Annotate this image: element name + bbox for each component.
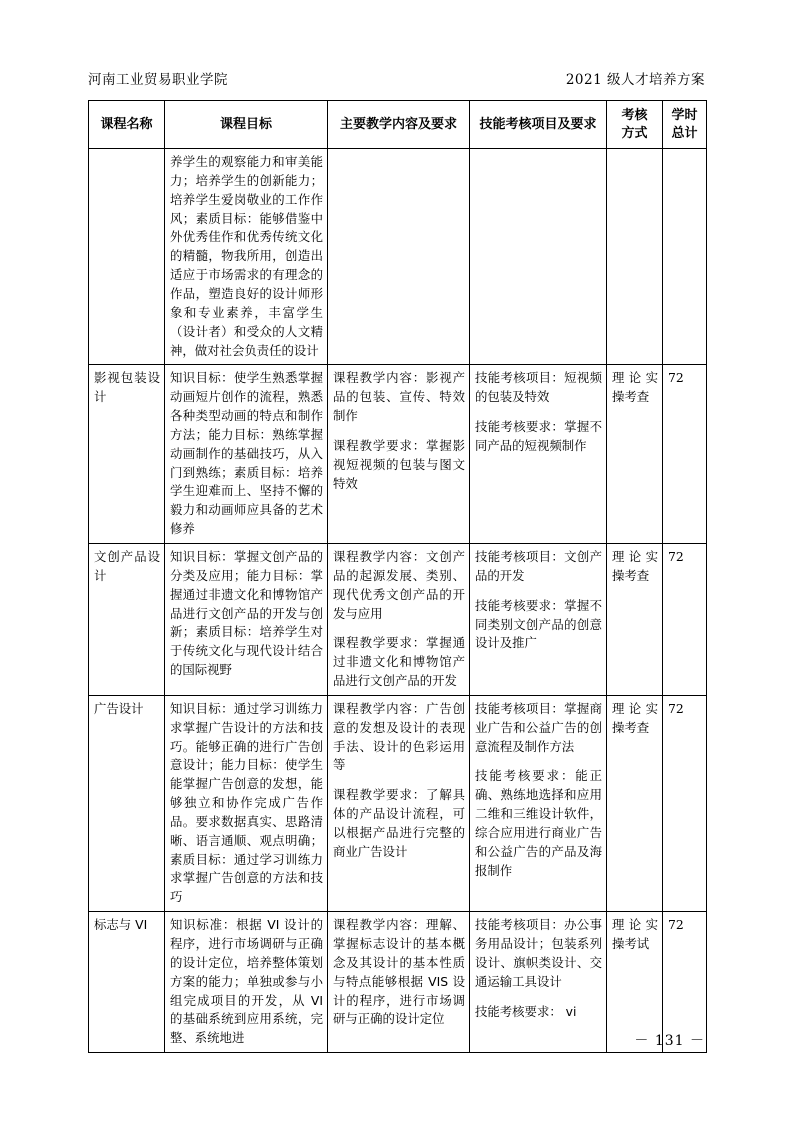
cell-teaching-content bbox=[328, 365, 470, 544]
assessment-mode-line1: 考核 bbox=[621, 108, 648, 123]
cell-total-hours: 72 bbox=[663, 543, 707, 695]
cell-total-hours: 72 bbox=[663, 912, 707, 1053]
cell-skill-assessment bbox=[470, 912, 607, 1053]
teaching-content-part: 课程教学内容：广告创意的发想及设计的表现手法、设计的色彩运用等 bbox=[333, 700, 465, 773]
teaching-content-part: 课程教学内容：文创产品的起源发展、类别、现代优秀文创产品的开发与应用 bbox=[333, 548, 465, 621]
cell-skill-assessment bbox=[470, 365, 607, 544]
cell-course-name bbox=[89, 149, 165, 365]
cell-total-hours: 72 bbox=[663, 365, 707, 544]
cell-course-goal: 知识标准：根据 VI 设计的程序，进行市场调研与正确的设计定位，培养整体策划方案的能力；单独或参与小组完成项目的开发，从 VI 的基础系统到应用系统，完整、系统地进 bbox=[165, 912, 328, 1053]
skill-assessment-part: 技能考核要求：掌握不同产品的短视频制作 bbox=[475, 419, 602, 453]
col-header-course-name: 课程名称 bbox=[89, 101, 165, 149]
skill-assessment-part: 技能考核要求： vi bbox=[475, 1003, 577, 1019]
cell-assessment-mode: 理论实操考查 bbox=[607, 695, 663, 911]
header-institution: 河南工业贸易职业学院 bbox=[88, 72, 228, 88]
table-row bbox=[89, 365, 707, 544]
cell-course-goal: 知识目标：使学生熟悉掌握动画短片创作的流程，熟悉各种类型动画的特点和制作方法；能力目标：熟练掌握动画制作的基础技巧，从入门到熟练；素质目标：培养学生迎难而上、坚持不懈的毅力和动画师应具备的艺术修养 bbox=[165, 365, 328, 544]
cell-teaching-content bbox=[328, 695, 470, 911]
cell-teaching-content bbox=[328, 149, 470, 365]
cell-course-name: 影视包装设计 bbox=[89, 365, 165, 544]
teaching-content-part: 课程教学要求：掌握通过非遗文化和博物馆产品进行文创产品的开发 bbox=[333, 635, 465, 689]
table-row bbox=[89, 543, 707, 695]
header-document-title: 2021 级人才培养方案 bbox=[565, 72, 705, 88]
cell-teaching-content bbox=[328, 543, 470, 695]
total-hours-line2: 总计 bbox=[671, 125, 698, 141]
teaching-content-part: 课程教学内容：影视产品的包装、宣传、特效制作 bbox=[333, 370, 465, 424]
skill-assessment-part: 技能考核项目：掌握商业广告和公益广告的创意流程及制作方法 bbox=[475, 700, 602, 754]
col-header-teaching-content: 主要教学内容及要求 bbox=[328, 101, 470, 149]
cell-assessment-mode: 理论实操考试 bbox=[607, 912, 663, 1053]
page-number: － 131 － bbox=[634, 1033, 705, 1049]
col-header-course-goal: 课程目标 bbox=[165, 101, 328, 149]
skill-assessment-part: 技能考核项目：文创产品的开发 bbox=[475, 548, 602, 583]
cell-skill-assessment bbox=[470, 543, 607, 695]
teaching-content-part: 课程教学内容：理解、掌握标志设计的基本概念及其设计的基本性质与特点能够根据 VIS 设计的程序，进行市场调研与正确的设计定位 bbox=[333, 917, 465, 1027]
cell-assessment-mode: 理论实操考查 bbox=[607, 365, 663, 544]
table-row bbox=[89, 912, 707, 1053]
skill-assessment-part: 技能考核项目：办公事务用品设计；包装系列设计、旗帜类设计、交通运输工具设计 bbox=[475, 917, 602, 989]
cell-course-name: 标志与 VI bbox=[89, 912, 165, 1053]
cell-assessment-mode: 理论实操考查 bbox=[607, 543, 663, 695]
course-table bbox=[88, 100, 707, 1053]
assessment-mode-line2: 方式 bbox=[621, 125, 648, 141]
skill-assessment-part: 技能考核项目：短视频的包装及特效 bbox=[475, 370, 602, 405]
total-hours-line1: 学时 bbox=[671, 108, 698, 123]
cell-skill-assessment bbox=[470, 695, 607, 911]
teaching-content-part: 课程教学要求：了解具体的产品设计流程，可以根据产品进行完整的商业广告设计 bbox=[333, 787, 465, 859]
skill-assessment-part: 技能考核要求：能正确、熟练地选择和应用二维和三维设计软件，综合应用进行商业广告和公益广告的产品及海报制作 bbox=[475, 768, 602, 878]
cell-course-goal: 知识目标：通过学习训练力求掌握广告设计的方法和技巧。能够正确的进行广告创意设计；能力目标：使学生能掌握广告创意的发想，能够独立和协作完成广告作品。要求数据真实、思路清晰、语言通顺、观点明确；素质目标：通过学习训练力求掌握广告创意的方法和技巧 bbox=[165, 695, 328, 911]
teaching-content-part: 课程教学要求：掌握影视短视频的包装与图文特效 bbox=[333, 437, 465, 491]
table-row bbox=[89, 149, 707, 365]
cell-course-name: 广告设计 bbox=[89, 695, 165, 911]
skill-assessment-part: 技能考核要求：掌握不同类别文创产品的创意设计及推广 bbox=[475, 597, 602, 651]
cell-teaching-content bbox=[328, 912, 470, 1053]
cell-course-name: 文创产品设计 bbox=[89, 543, 165, 695]
col-header-total-hours bbox=[663, 101, 707, 149]
table-header-row bbox=[89, 101, 707, 149]
page-header bbox=[88, 68, 705, 88]
cell-assessment-mode bbox=[607, 149, 663, 365]
cell-total-hours bbox=[663, 149, 707, 365]
cell-skill-assessment bbox=[470, 149, 607, 365]
col-header-assessment-mode bbox=[607, 101, 663, 149]
table-row bbox=[89, 695, 707, 911]
cell-course-goal: 知识目标：掌握文创产品的分类及应用；能力目标：掌握通过非遗文化和博物馆产品进行文创产品的开发与创新；素质目标：培养学生对于传统文化与现代设计结合的国际视野 bbox=[165, 543, 328, 695]
cell-course-goal: 养学生的观察能力和审美能力；培养学生的创新能力；培养学生爱岗敬业的工作作风；素质目标：能够借鉴中外优秀佳作和优秀传统文化的精髓，物我所用，创造出适应于市场需求的有理念的作品，塑造良好的设计师形象和专业素养，丰富学生（设计者）和受众的人文精神，做对社会负责任的设计 bbox=[165, 149, 328, 365]
cell-total-hours: 72 bbox=[663, 695, 707, 911]
col-header-skill-assessment: 技能考核项目及要求 bbox=[470, 101, 607, 149]
